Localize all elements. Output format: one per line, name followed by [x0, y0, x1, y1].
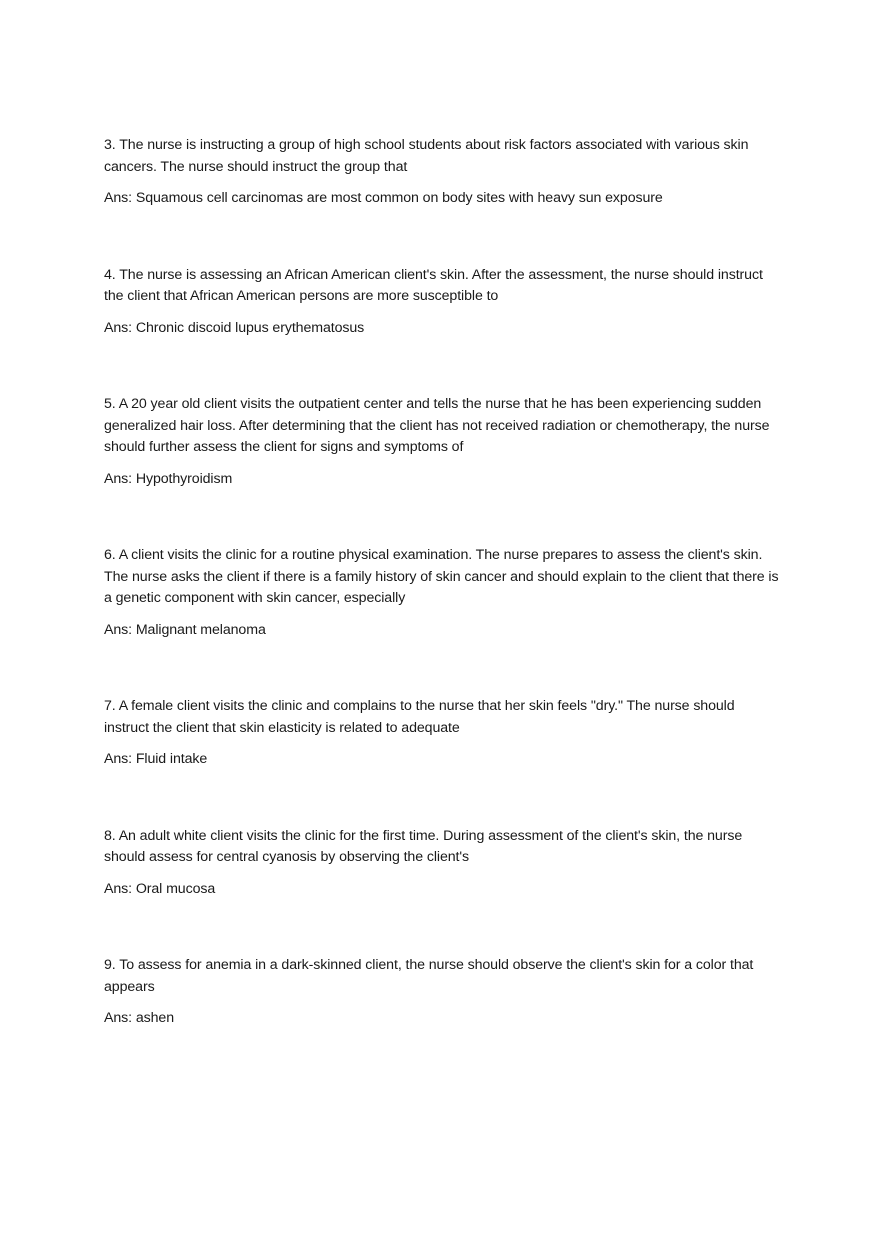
- answer-text: Ans: ashen: [104, 1010, 174, 1026]
- document-body: [104, 135, 780, 1085]
- question-block-8: [104, 826, 780, 901]
- question-text: 6. A client visits the clinic for a routine physical examination. The nurse prepares to assess the client's skin. The nurse asks the client if there is a family history of skin cancer and should explain to the client that there is a genetic component with skin cancer, especially: [104, 547, 779, 606]
- answer-text: Ans: Fluid intake: [104, 751, 208, 767]
- question-text: 8. An adult white client visits the clinic for the first time. During assessment of the client's skin, the nurse should assess for central cyanosis by observing the client's: [104, 827, 743, 865]
- answer-text: Ans: Oral mucosa: [104, 880, 216, 897]
- question-text: 9. To assess for anemia in a dark-skinned client, the nurse should observe the client's skin for a color that appears: [104, 957, 754, 995]
- question-block-9: [104, 955, 780, 1030]
- question-block-3: [104, 135, 780, 210]
- question-block-5: [104, 394, 780, 490]
- answer-text: Ans: Malignant melanoma: [104, 621, 266, 638]
- question-block-4: [104, 265, 780, 340]
- question-text: 4. The nurse is assessing an African American client's skin. After the assessment, the nurse should instruct the client that African American persons are more susceptible to: [104, 266, 763, 304]
- answer-text: Ans: Hypothyroidism: [104, 470, 233, 487]
- question-block-7: [104, 696, 780, 771]
- question-block-6: [104, 545, 780, 641]
- question-text: 5. A 20 year old client visits the outpatient center and tells the nurse that he has been experiencing sudden generalized hair loss. After determining that the client has not received radiation or chemotherapy, the nurse should further assess the client for signs and symptoms of: [104, 396, 770, 455]
- answer-text: Ans: Chronic discoid lupus erythematosus: [104, 319, 365, 336]
- answer-text: Ans: Squamous cell carcinomas are most common on body sites with heavy sun exposure: [104, 190, 663, 206]
- question-text: 3. The nurse is instructing a group of high school students about risk factors associated with various skin cancers. The nurse should instruct the group that: [104, 137, 749, 175]
- question-text: 7. A female client visits the clinic and complains to the nurse that her skin feels "dry." The nurse should instruct the client that skin elasticity is related to adequate: [104, 698, 735, 736]
